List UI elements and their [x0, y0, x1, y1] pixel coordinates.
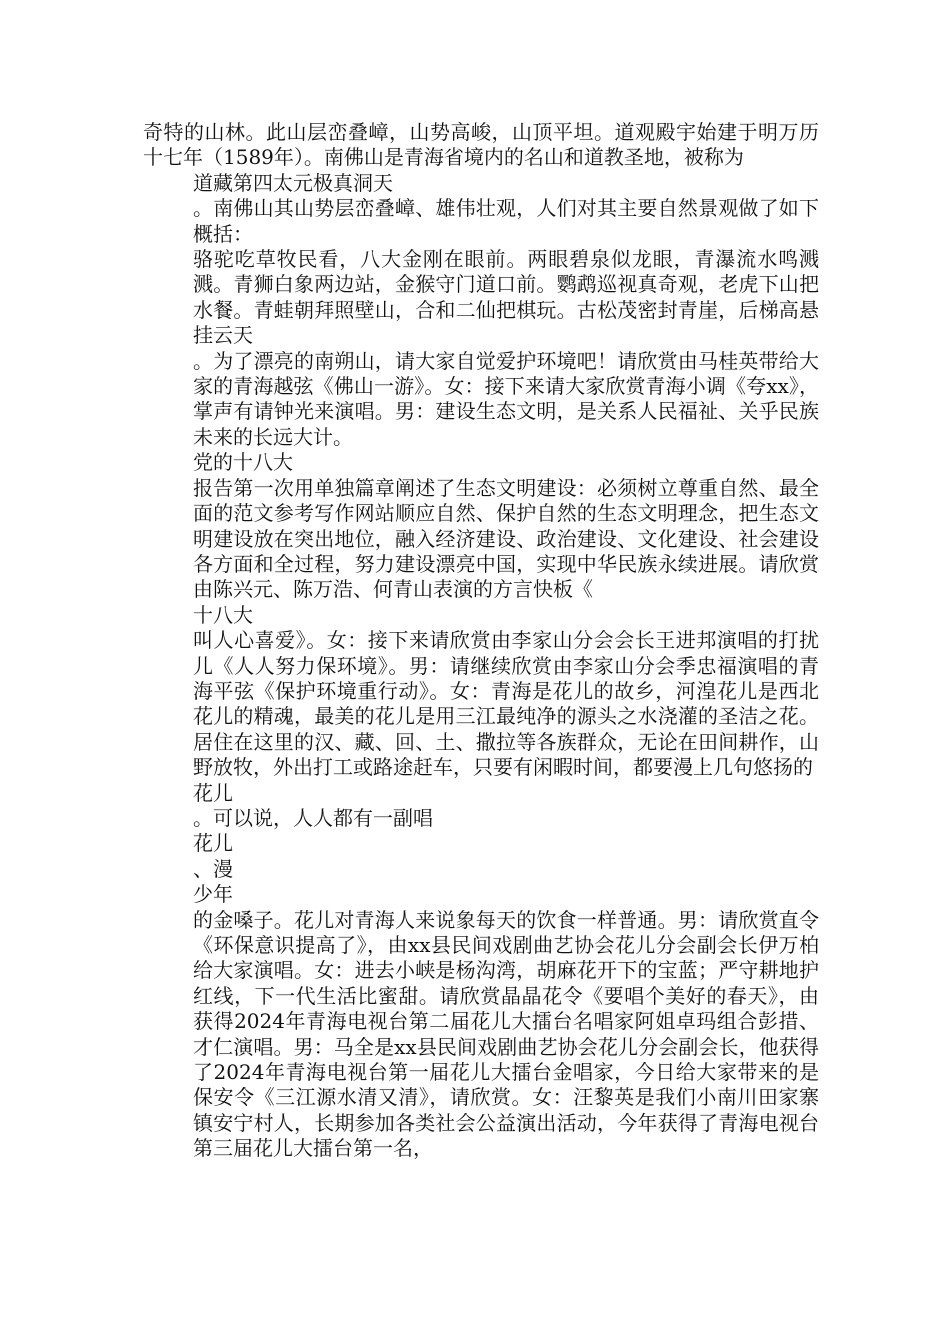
paragraph: 骆驼吃草牧民看，八大金刚在眼前。两眼碧泉似龙眼，青瀑流水鸣溅溅。青狮白象两边站，金猴守门道口前。鹦鹉巡视真奇观，老虎下山把水餐。青蛙朝拜照壁山，合和二仙把棋玩。古松茂密封青崖，后梯高悬挂云天 — [193, 247, 819, 348]
paragraph: 。南佛山其山势层峦叠嶂、雄伟壮观，人们对其主要自然景观做了如下概括： — [193, 196, 819, 246]
paragraph: 报告第一次用单独篇章阐述了生态文明建设：必须树立尊重自然、最全面的范文参考写作网站顺应自然、保护自然的生态文明理念，把生态文明建设放在突出地位，融入经济建设、政治建设、文化建设、社会建设各方面和全过程，努力建设漂亮中国，实现中华民族永续进展。请欣赏由陈兴元、陈万浩、何青山表演的方言快板《 — [193, 475, 819, 602]
paragraph: 十八大 — [193, 602, 253, 627]
paragraph: 。为了漂亮的南朔山，请大家自觉爱护环境吧！请欣赏由马桂英带给大家的青海越弦《佛山一游》。女：接下来请大家欣赏青海小调《夸xx》，掌声有请钟光来演唱。男：建设生态文明，是关系人民福祉、关乎民族未来的长远大计。 — [193, 348, 819, 449]
paragraph: 。可以说，人人都有一副唱 — [193, 805, 433, 830]
document-body — [143, 120, 819, 1162]
paragraph: 党的十八大 — [193, 450, 293, 475]
paragraph: 花儿 — [193, 780, 233, 805]
paragraph: 奇特的山林。此山层峦叠嶂，山势高峻，山顶平坦。道观殿宇始建于明万历十七年（1589年）。南佛山是青海省境内的名山和道教圣地，被称为 — [143, 120, 819, 170]
paragraph: 道藏第四太元极真洞天 — [193, 170, 393, 195]
paragraph: 的金嗓子。花儿对青海人来说象每天的饮食一样普通。男：请欣赏直令《环保意识提高了》，由xx县民间戏剧曲艺协会花儿分会副会长伊万柏给大家演唱。女：进去小峡是杨沟湾，胡麻花开下的宝蓝；严守耕地护红线，下一代生活比蜜甜。请欣赏晶晶花令《要唱个美好的春天》，由获得2024年青海电视台第二届花儿大擂台名唱家阿姐卓玛组合彭措、才仁演唱。男：马全是xx县民间戏剧曲艺协会花儿分会副会长，他获得了2024年青海电视台第一届花儿大擂台金唱家，今日给大家带来的是保安令《三江源水清又清》，请欣赏。女：汪黎英是我们小南川田家寨镇安宁村人，长期参加各类社会公益演出活动，今年获得了青海电视台第三届花儿大擂台第一名， — [193, 907, 819, 1161]
paragraph: 花儿 — [193, 831, 233, 856]
paragraph: 叫人心喜爱》。女：接下来请欣赏由李家山分会会长王进邦演唱的打扰儿《人人努力保环境》。男：请继续欣赏由李家山分会季忠福演唱的青海平弦《保护环境重行动》。女：青海是花儿的故乡，河湟花儿是西北花儿的精魂，最美的花儿是用三江最纯净的源头之水浇灌的圣洁之花。居住在这里的汉、藏、回、土、撒拉等各族群众，无论在田间耕作，山野放牧，外出打工或路途赶车，只要有闲暇时间，都要漫上几句悠扬的 — [193, 628, 819, 780]
paragraph: 少年 — [193, 882, 233, 907]
paragraph: 、漫 — [193, 856, 233, 881]
